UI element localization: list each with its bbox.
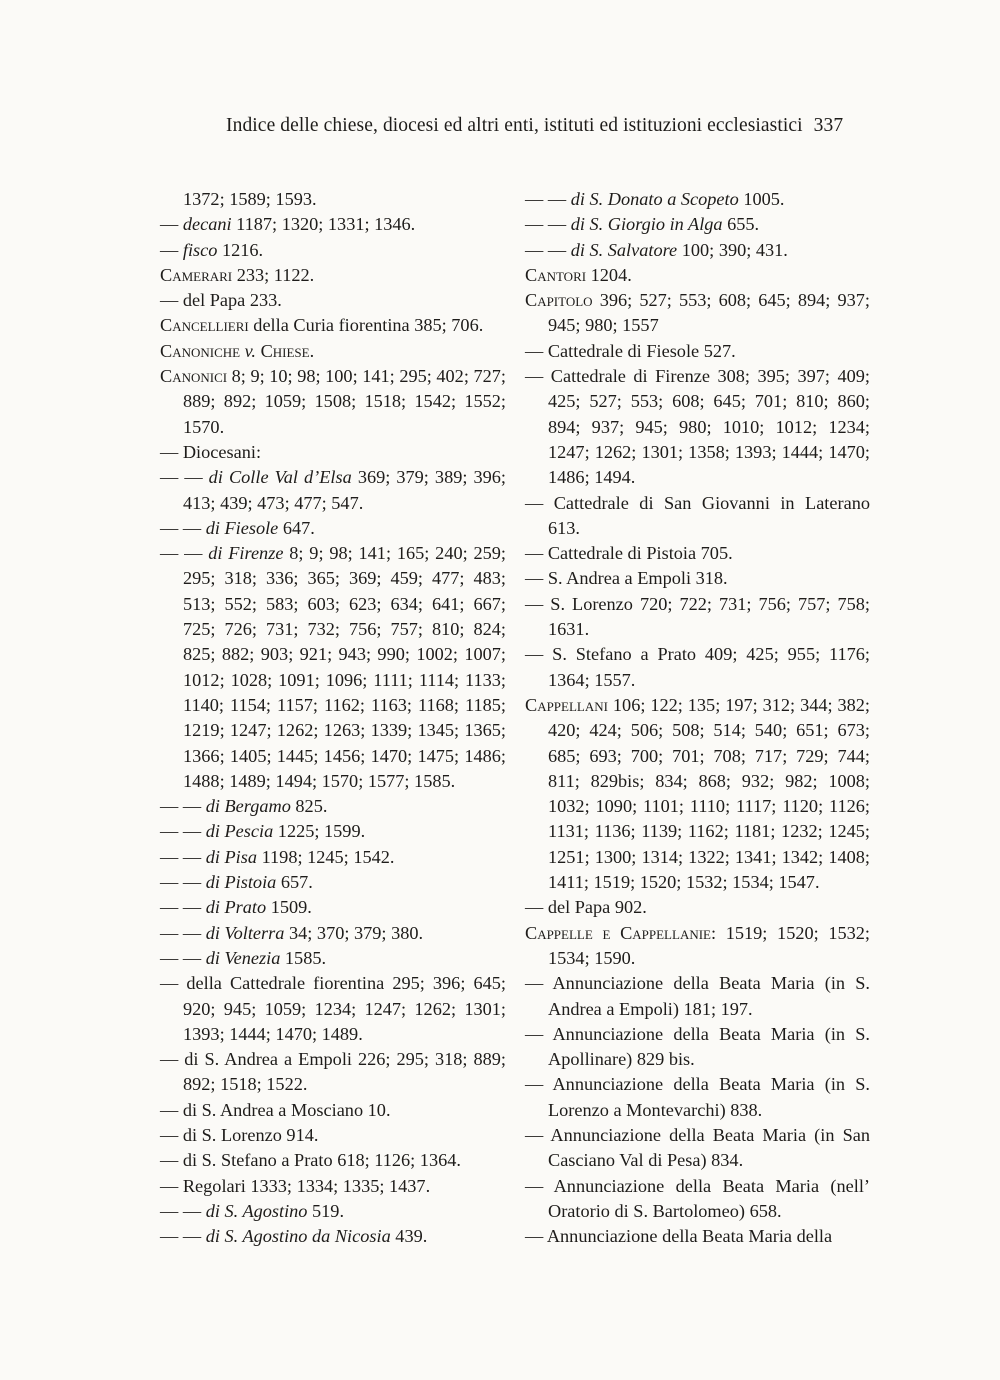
- entry-text: — —: [160, 846, 206, 867]
- index-entry: [160, 1098, 506, 1123]
- entry-text: — di S. Andrea a Mosciano 10.: [160, 1099, 391, 1120]
- entry-text: 647.: [278, 517, 315, 538]
- index-entry: [160, 971, 506, 1047]
- entry-text: 1372; 1589; 1593.: [183, 189, 317, 209]
- index-entry: [160, 1123, 506, 1148]
- index-entry: [525, 895, 870, 920]
- entry-subheading: di S. Giorgio in Alga: [570, 214, 723, 235]
- index-entry: [525, 693, 870, 895]
- entry-heading: Cappelle e Cappellanie:: [525, 922, 717, 943]
- entry-text: — Cattedrale di San Giovanni in Laterano 613.: [525, 492, 870, 538]
- entry-text: —: [160, 239, 183, 260]
- entry-text: .: [309, 340, 315, 361]
- entry-text: 1187; 1320; 1331; 1346.: [231, 214, 416, 235]
- entry-text: 1005.: [738, 189, 785, 209]
- index-entry: [525, 212, 870, 237]
- entry-text: — Cattedrale di Firenze 308; 395; 397; 409; 425; 527; 553; 608; 645; 701; 810; 860; 894; 937; 945; 980; 1010; 1012; 1234; 1247; 1262; 1301; 1358; 1393; 1444; 1470; 1486; 1494.: [525, 366, 870, 488]
- entry-subheading: v.: [244, 340, 256, 361]
- index-entry: [525, 1224, 870, 1249]
- entry-text: — Annunciazione della Beata Maria (in San Casciano Val di Pesa) 834.: [525, 1124, 870, 1171]
- index-entry: [160, 794, 506, 819]
- entry-text: 1216.: [217, 239, 264, 260]
- entry-text: — del Papa 233.: [160, 290, 282, 311]
- entry-text: 655.: [722, 214, 760, 235]
- entry-text: 519.: [307, 1200, 345, 1221]
- entry-text: — —: [525, 189, 571, 209]
- entry-subheading: di S. Agostino da Nicosia: [205, 1226, 391, 1247]
- entry-text: 106; 122; 135; 197; 312; 344; 382; 420; 424; 506; 508; 514; 540; 651; 673; 685; 693; 700; 701; 708; 717; 729; 744; 811; 829bis; 834; 868; 932; 982; 1008; 1032; 1090; 1101; 1110; 1117; 1120; 1126; 1131; 1136; 1139; 1162; 1181; 1232; 1245; 1251; 1300; 1314; 1322; 1341; 1342; 1408; 1411; 1519; 1520; 1532; 1534; 1547.: [548, 694, 870, 893]
- entry-text: — S. Lorenzo 720; 722; 731; 756; 757; 758; 1631.: [525, 593, 870, 640]
- index-entry: [160, 339, 506, 364]
- entry-text: 233; 1122.: [232, 264, 315, 285]
- entry-subheading: decani: [182, 214, 232, 235]
- entry-text: — —: [160, 796, 206, 817]
- entry-text: 1585.: [280, 947, 327, 968]
- entry-text: — Diocesani:: [160, 441, 262, 462]
- index-entry: [160, 263, 506, 288]
- index-entry: [525, 1072, 870, 1123]
- index-entry: [160, 238, 506, 263]
- entry-subheading: di Prato: [205, 897, 267, 918]
- page-number: 337: [813, 115, 844, 136]
- entry-text: — S. Stefano a Prato 409; 425; 955; 1176; 1364; 1557.: [525, 644, 870, 690]
- entry-text: — —: [525, 214, 571, 235]
- entry-text: — —: [160, 947, 206, 968]
- entry-text: — —: [160, 821, 206, 842]
- entry-heading: Cantori: [525, 264, 587, 285]
- index-entry: [160, 1047, 506, 1098]
- index-entry: [525, 491, 870, 542]
- index-entry: [160, 288, 506, 313]
- index-entry: [525, 1123, 870, 1174]
- index-entry: [160, 1174, 506, 1199]
- entry-text: — del Papa 902.: [525, 897, 647, 918]
- index-entry: [525, 238, 870, 263]
- entry-text: — —: [160, 543, 209, 564]
- entry-text: — di S. Andrea a Empoli 226; 295; 318; 889; 892; 1518; 1522.: [160, 1049, 506, 1095]
- entry-subheading: di Venezia: [205, 947, 281, 968]
- entry-subheading: di S. Donato a Scopeto: [570, 189, 739, 209]
- index-entry: [160, 819, 506, 844]
- index-entry: [525, 1022, 870, 1073]
- index-entry: [525, 288, 870, 339]
- entry-text: — Annunciazione della Beata Maria (in S. Apollinare) 829 bis.: [525, 1023, 870, 1070]
- entry-subheading: di Firenze: [208, 543, 284, 564]
- entry-subheading: di Pisa: [205, 846, 257, 867]
- entry-heading: Chiese: [260, 340, 310, 361]
- index-entry: [160, 364, 506, 440]
- index-entry: [160, 440, 506, 465]
- index-entry: [525, 921, 870, 972]
- entry-text: 1204.: [586, 264, 632, 285]
- entry-subheading: di Pescia: [205, 821, 274, 842]
- entry-text: 657.: [276, 872, 313, 893]
- index-entry: [160, 845, 506, 870]
- entry-text: — Regolari 1333; 1334; 1335; 1437.: [160, 1175, 431, 1196]
- entry-text: — —: [160, 1226, 206, 1247]
- entry-text: — —: [160, 922, 206, 943]
- entry-text: — —: [160, 872, 206, 893]
- index-entry: [525, 187, 870, 212]
- entry-heading: Canoniche: [160, 340, 241, 361]
- entry-subheading: di Pistoia: [205, 872, 277, 893]
- entry-text: — Annunciazione della Beata Maria della: [525, 1226, 833, 1247]
- index-entry: [525, 364, 870, 490]
- entry-subheading: di Volterra: [205, 922, 285, 943]
- entry-text: — Cattedrale di Fiesole 527.: [525, 340, 736, 361]
- entry-subheading: di S. Salvatore: [570, 239, 678, 260]
- index-entry: [525, 1174, 870, 1225]
- index-entry: [160, 895, 506, 920]
- entry-heading: Canonici: [160, 366, 228, 387]
- index-entry: [160, 212, 506, 237]
- index-entry: [160, 465, 506, 516]
- entry-text: — —: [525, 239, 571, 260]
- index-entry: [160, 1224, 506, 1249]
- entry-text: — di S. Lorenzo 914.: [160, 1124, 319, 1145]
- entry-text: — Annunciazione della Beata Maria (nell’ Oratorio di S. Bartolomeo) 658.: [525, 1175, 870, 1221]
- entry-text: della Curia fiorentina 385; 706.: [248, 315, 484, 336]
- entry-text: 1519; 1520; 1532; 1534; 1590.: [548, 922, 870, 968]
- entry-subheading: di Colle Val d’Elsa: [208, 467, 352, 488]
- entry-text: 369; 379; 389; 396; 413; 439; 473; 477; 547.: [183, 467, 506, 513]
- entry-text: 825.: [290, 796, 328, 817]
- index-entry: [160, 516, 506, 541]
- entry-text: 8; 9; 10; 98; 100; 141; 295; 402; 727; 889; 892; 1059; 1508; 1518; 1542; 1552; 1570.: [183, 366, 506, 437]
- index-entry: [160, 187, 506, 212]
- header-title: Indice delle chiese, diocesi ed altri enti, istituti ed istituzioni ecclesiastici: [226, 115, 803, 136]
- index-entry: [160, 1148, 506, 1173]
- index-column-left: [160, 187, 506, 1249]
- entry-text: 439.: [390, 1226, 428, 1247]
- entry-text: 8; 9; 98; 141; 165; 240; 259; 295; 318; 336; 365; 369; 459; 477; 483; 513; 552; 583; 603; 623; 634; 641; 667; 725; 726; 731; 732; 756; 757; 810; 824; 825; 882; 903; 921; 943; 990; 1002; 1007; 1012; 1028; 1091; 1096; 1111; 1114; 1133; 1140; 1154; 1157; 1162; 1163; 1168; 1185; 1219; 1247; 1262; 1263; 1339; 1345; 1365; 1366; 1405; 1445; 1456; 1470; 1475; 1486; 1488; 1489; 1494; 1570; 1577; 1585.: [183, 543, 507, 791]
- entry-heading: Cancellieri: [160, 315, 249, 336]
- index-entry: [525, 339, 870, 364]
- index-entry: [525, 971, 870, 1022]
- running-header: [226, 115, 866, 137]
- entry-text: — —: [160, 897, 206, 918]
- index-entry: [160, 313, 506, 338]
- entry-text: 1225; 1599.: [273, 821, 366, 842]
- entry-subheading: di Bergamo: [205, 796, 291, 817]
- entry-subheading: di Fiesole: [205, 517, 279, 538]
- entry-text: — Annunciazione della Beata Maria (in S. Andrea a Empoli) 181; 197.: [525, 973, 870, 1019]
- entry-text: — di S. Stefano a Prato 618; 1126; 1364.: [160, 1150, 461, 1171]
- entry-text: 1198; 1245; 1542.: [257, 846, 395, 867]
- entry-text: — Annunciazione della Beata Maria (in S. Lorenzo a Montevarchi) 838.: [525, 1074, 870, 1120]
- index-entry: [160, 541, 506, 794]
- entry-text: — —: [160, 1200, 206, 1221]
- entry-text: 34; 370; 379; 380.: [284, 922, 424, 943]
- entry-text: — della Cattedrale fiorentina 295; 396; 645; 920; 945; 1059; 1234; 1247; 1262; 1301; 1393; 1444; 1470; 1489.: [160, 973, 506, 1044]
- entry-text: 396; 527; 553; 608; 645; 894; 937; 945; 980; 1557: [548, 290, 870, 336]
- index-entry: [525, 263, 870, 288]
- index-entry: [160, 946, 506, 971]
- index-entry: [160, 870, 506, 895]
- entry-text: —: [160, 214, 183, 235]
- index-entry: [525, 541, 870, 566]
- index-entry: [160, 1199, 506, 1224]
- entry-text: — Cattedrale di Pistoia 705.: [525, 543, 733, 564]
- entry-subheading: fisco: [182, 239, 218, 260]
- index-entry: [525, 566, 870, 591]
- entry-text: — —: [160, 517, 206, 538]
- entry-heading: Cappellani: [525, 694, 608, 715]
- entry-heading: Camerari: [160, 264, 233, 285]
- index-entry: [160, 921, 506, 946]
- index-entry: [525, 642, 870, 693]
- entry-text: 100; 390; 431.: [677, 239, 788, 260]
- index-entry: [525, 592, 870, 643]
- entry-subheading: di S. Agostino: [205, 1200, 308, 1221]
- entry-text: 1509.: [266, 897, 312, 918]
- entry-text: — S. Andrea a Empoli 318.: [525, 568, 728, 589]
- entry-text: — —: [160, 467, 209, 488]
- index-column-right: [525, 187, 870, 1249]
- entry-heading: Capitolo: [525, 290, 593, 311]
